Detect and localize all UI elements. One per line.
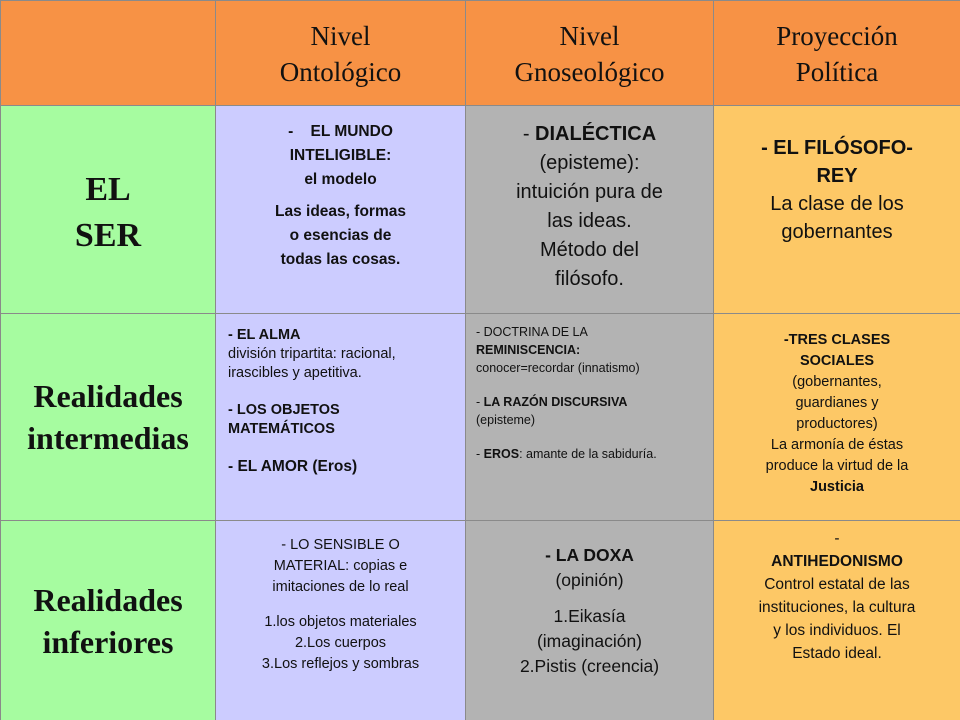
ser-gnoseologico-cell: - DIALÉCTICA (episteme): intuición pura de las ideas. Método del filósofo. (465, 105, 713, 313)
intermedias-ontologico-cell: - EL ALMA división tripartita: racional, irascibles y apetitiva. - LOS OBJETOS MATEMÁTICOS - EL AMOR (Eros) (215, 313, 465, 520)
intermedias-politica-cell: -TRES CLASES SOCIALES (gobernantes, guardianes y productores) La armonía de éstas produce la virtud de la Justicia (713, 313, 960, 520)
ser-politica-cell: - EL FILÓSOFO- REY La clase de los gobernantes (713, 105, 960, 313)
intermedias-gnoseologico-cell: - DOCTRINA DE LA REMINISCENCIA: conocer=recordar (innatismo) - LA RAZÓN DISCURSIVA (episteme) - EROS: amante de la sabiduría. (465, 313, 713, 520)
row-label-el-ser: EL SER (0, 105, 215, 313)
inferiores-gnoseologico-cell: - LA DOXA (opinión) 1.Eikasía (imaginación) 2.Pistis (creencia) (465, 520, 713, 720)
row-label-realidades-inferiores: Realidades inferiores (0, 520, 215, 720)
header-nivel-gnoseologico: Nivel Gnoseológico (465, 0, 713, 105)
corner-cell (0, 0, 215, 105)
ser-ontologico-cell: - EL MUNDO INTELIGIBLE: el modelo Las ideas, formas o esencias de todas las cosas. (215, 105, 465, 313)
row-label-realidades-intermedias: Realidades intermedias (0, 313, 215, 520)
header-proyeccion-politica: Proyección Política (713, 0, 960, 105)
inferiores-politica-cell: - ANTIHEDONISMO Control estatal de las instituciones, la cultura y los individuos. El Estado ideal. (713, 520, 960, 720)
header-nivel-ontologico: Nivel Ontológico (215, 0, 465, 105)
inferiores-ontologico-cell: - LO SENSIBLE O MATERIAL: copias e imitaciones de lo real 1.los objetos materiales 2.Los cuerpos 3.Los reflejos y sombras (215, 520, 465, 720)
